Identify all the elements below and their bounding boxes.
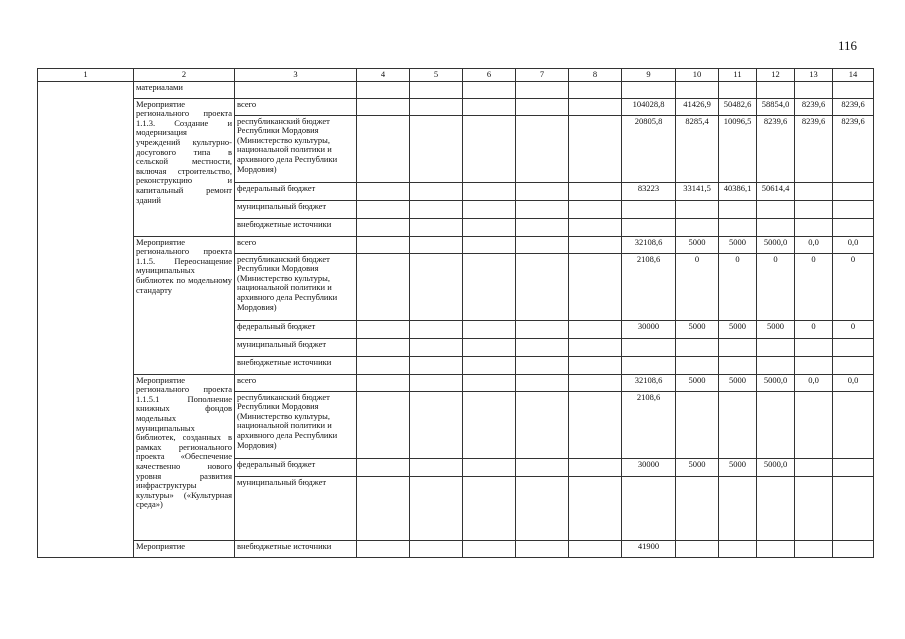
col-header: 7 xyxy=(516,69,569,82)
value-cell xyxy=(463,218,516,236)
value-cell xyxy=(463,115,516,182)
value-cell xyxy=(833,458,874,476)
value-cell xyxy=(622,81,676,98)
value-cell xyxy=(463,236,516,253)
value-cell xyxy=(757,356,795,374)
value-cell xyxy=(833,182,874,200)
value-cell xyxy=(757,338,795,356)
col-header: 13 xyxy=(795,69,833,82)
col-header: 5 xyxy=(410,69,463,82)
table-row xyxy=(38,81,874,98)
value-cell xyxy=(569,200,622,218)
value-cell xyxy=(833,540,874,557)
value-cell xyxy=(795,458,833,476)
value-cell: 8239,6 xyxy=(833,98,874,115)
value-cell: 50482,6 xyxy=(719,98,757,115)
value-cell xyxy=(757,391,795,458)
table-row xyxy=(38,236,874,253)
value-cell xyxy=(569,236,622,253)
value-cell xyxy=(795,540,833,557)
value-cell xyxy=(795,81,833,98)
value-cell xyxy=(357,236,410,253)
col-header: 8 xyxy=(569,69,622,82)
value-cell: 30000 xyxy=(622,320,676,338)
value-cell: 33141,5 xyxy=(676,182,719,200)
value-cell xyxy=(516,200,569,218)
value-cell xyxy=(410,540,463,557)
value-cell xyxy=(795,356,833,374)
funding-source: муниципальный бюджет xyxy=(235,476,357,540)
value-cell xyxy=(676,356,719,374)
value-cell xyxy=(357,338,410,356)
col-header: 11 xyxy=(719,69,757,82)
table-row xyxy=(38,98,874,115)
value-cell xyxy=(569,540,622,557)
value-cell: 0,0 xyxy=(795,236,833,253)
value-cell xyxy=(516,374,569,391)
value-cell xyxy=(833,218,874,236)
value-cell xyxy=(516,391,569,458)
value-cell xyxy=(463,81,516,98)
value-cell xyxy=(410,356,463,374)
value-cell: 8285,4 xyxy=(676,115,719,182)
value-cell: 32108,6 xyxy=(622,236,676,253)
value-cell: 5000 xyxy=(676,458,719,476)
value-cell xyxy=(757,540,795,557)
value-cell: 5000,0 xyxy=(757,458,795,476)
value-cell xyxy=(622,356,676,374)
value-cell xyxy=(463,540,516,557)
value-cell xyxy=(516,218,569,236)
value-cell xyxy=(357,253,410,320)
event-name: Мероприятие регионального проекта 1.1.5. Переоснащение муниципальных библиотек по модельному стандарту xyxy=(134,236,235,374)
value-cell xyxy=(357,391,410,458)
event-name: Мероприятие xyxy=(134,540,235,557)
value-cell: 0 xyxy=(795,253,833,320)
value-cell: 0,0 xyxy=(795,374,833,391)
value-cell xyxy=(516,81,569,98)
col-header: 10 xyxy=(676,69,719,82)
value-cell xyxy=(410,374,463,391)
funding-source: республиканский бюджет Республики Мордовия (Министерство культуры, национальной политики и архивного дела Республики Мордовия) xyxy=(235,391,357,458)
value-cell: 0 xyxy=(676,253,719,320)
value-cell xyxy=(569,182,622,200)
value-cell xyxy=(410,81,463,98)
value-cell: 32108,6 xyxy=(622,374,676,391)
value-cell: 8239,6 xyxy=(833,115,874,182)
funding-source: федеральный бюджет xyxy=(235,320,357,338)
value-cell: 5000,0 xyxy=(757,236,795,253)
funding-source: федеральный бюджет xyxy=(235,458,357,476)
budget-table xyxy=(37,68,874,558)
value-cell: 0 xyxy=(833,320,874,338)
value-cell xyxy=(463,182,516,200)
value-cell xyxy=(357,374,410,391)
value-cell xyxy=(357,458,410,476)
funding-source: федеральный бюджет xyxy=(235,182,357,200)
value-cell xyxy=(463,476,516,540)
value-cell xyxy=(833,81,874,98)
value-cell xyxy=(357,476,410,540)
column-number-row xyxy=(38,69,874,82)
value-cell xyxy=(516,476,569,540)
value-cell xyxy=(676,391,719,458)
value-cell xyxy=(463,200,516,218)
value-cell xyxy=(833,391,874,458)
value-cell xyxy=(463,391,516,458)
value-cell xyxy=(622,338,676,356)
value-cell xyxy=(357,356,410,374)
value-cell: 5000 xyxy=(719,320,757,338)
funding-source: муниципальный бюджет xyxy=(235,338,357,356)
value-cell: 83223 xyxy=(622,182,676,200)
value-cell xyxy=(833,356,874,374)
funding-source: муниципальный бюджет xyxy=(235,200,357,218)
value-cell xyxy=(719,338,757,356)
value-cell xyxy=(569,253,622,320)
value-cell xyxy=(357,218,410,236)
value-cell xyxy=(516,458,569,476)
value-cell xyxy=(463,320,516,338)
value-cell xyxy=(569,476,622,540)
value-cell xyxy=(795,218,833,236)
value-cell xyxy=(463,338,516,356)
value-cell xyxy=(463,98,516,115)
value-cell: 58854,0 xyxy=(757,98,795,115)
value-cell xyxy=(357,200,410,218)
value-cell xyxy=(516,236,569,253)
value-cell: 5000 xyxy=(719,236,757,253)
value-cell xyxy=(569,115,622,182)
value-cell xyxy=(357,98,410,115)
funding-source: внебюджетные источники xyxy=(235,356,357,374)
value-cell: 5000 xyxy=(676,236,719,253)
col-header: 9 xyxy=(622,69,676,82)
value-cell xyxy=(569,391,622,458)
value-cell: 5000 xyxy=(719,374,757,391)
value-cell xyxy=(410,320,463,338)
value-cell xyxy=(569,374,622,391)
value-cell: 5000 xyxy=(676,320,719,338)
value-cell xyxy=(410,391,463,458)
value-cell xyxy=(676,476,719,540)
funding-source: внебюджетные источники xyxy=(235,218,357,236)
value-cell xyxy=(569,218,622,236)
value-cell: 0 xyxy=(757,253,795,320)
value-cell xyxy=(516,115,569,182)
value-cell xyxy=(676,81,719,98)
value-cell: 5000 xyxy=(719,458,757,476)
value-cell: 40386,1 xyxy=(719,182,757,200)
value-cell: 104028,8 xyxy=(622,98,676,115)
value-cell xyxy=(833,476,874,540)
value-cell xyxy=(622,218,676,236)
value-cell xyxy=(676,200,719,218)
value-cell xyxy=(719,200,757,218)
value-cell xyxy=(795,338,833,356)
funding-source: республиканский бюджет Республики Мордовия (Министерство культуры, национальной политики и архивного дела Республики Мордовия) xyxy=(235,115,357,182)
value-cell xyxy=(410,458,463,476)
value-cell xyxy=(516,540,569,557)
value-cell: 2108,6 xyxy=(622,391,676,458)
value-cell xyxy=(795,182,833,200)
value-cell xyxy=(516,338,569,356)
value-cell xyxy=(357,540,410,557)
value-cell xyxy=(569,81,622,98)
value-cell: 20805,8 xyxy=(622,115,676,182)
col-header: 1 xyxy=(38,69,134,82)
value-cell xyxy=(719,218,757,236)
value-cell: 41900 xyxy=(622,540,676,557)
value-cell: 8239,6 xyxy=(795,115,833,182)
value-cell xyxy=(622,476,676,540)
value-cell: 5000 xyxy=(676,374,719,391)
value-cell xyxy=(357,81,410,98)
value-cell xyxy=(463,356,516,374)
value-cell: 5000 xyxy=(757,320,795,338)
value-cell xyxy=(516,98,569,115)
value-cell xyxy=(719,540,757,557)
value-cell xyxy=(410,115,463,182)
value-cell xyxy=(757,81,795,98)
value-cell xyxy=(569,338,622,356)
value-cell xyxy=(719,391,757,458)
funding-source: всего xyxy=(235,236,357,253)
value-cell xyxy=(357,115,410,182)
event-name: Мероприятие регионального проекта 1.1.5.1 Пополнение книжных фондов модельных муниципальных библиотек, созданных в рамках регионального проекта «Обеспечение качественно нового уровня развития инфраструктуры культуры» («Культурная среда») xyxy=(134,374,235,540)
value-cell xyxy=(463,253,516,320)
value-cell: 30000 xyxy=(622,458,676,476)
value-cell xyxy=(757,200,795,218)
value-cell xyxy=(676,540,719,557)
value-cell xyxy=(676,338,719,356)
value-cell: 8239,6 xyxy=(757,115,795,182)
value-cell xyxy=(410,200,463,218)
value-cell: 0 xyxy=(719,253,757,320)
value-cell: 5000,0 xyxy=(757,374,795,391)
value-cell: 0 xyxy=(795,320,833,338)
value-cell xyxy=(622,200,676,218)
col-header: 6 xyxy=(463,69,516,82)
col-header: 14 xyxy=(833,69,874,82)
value-cell xyxy=(569,356,622,374)
table-row xyxy=(38,540,874,557)
value-cell xyxy=(676,218,719,236)
value-cell xyxy=(569,98,622,115)
value-cell xyxy=(569,320,622,338)
value-cell xyxy=(463,458,516,476)
value-cell xyxy=(410,218,463,236)
page-number: 116 xyxy=(838,38,858,53)
value-cell xyxy=(795,391,833,458)
funding-source: республиканский бюджет Республики Мордовия (Министерство культуры, национальной политики и архивного дела Республики Мордовия) xyxy=(235,253,357,320)
value-cell xyxy=(719,476,757,540)
value-cell: 41426,9 xyxy=(676,98,719,115)
value-cell: 0,0 xyxy=(833,236,874,253)
funding-source: всего xyxy=(235,98,357,115)
value-cell xyxy=(757,218,795,236)
value-cell: 10096,5 xyxy=(719,115,757,182)
value-cell xyxy=(516,182,569,200)
value-cell xyxy=(235,81,357,98)
value-cell xyxy=(357,320,410,338)
funding-source: всего xyxy=(235,374,357,391)
value-cell: 0 xyxy=(833,253,874,320)
value-cell xyxy=(463,374,516,391)
row-col1-merged xyxy=(38,81,134,557)
value-cell: 2108,6 xyxy=(622,253,676,320)
event-name: Мероприятие регионального проекта 1.1.3. Создание и модернизация учреждений культурно-досугового типа в сельской местности, включая строительство, реконструкцию и капитальный ремонт зданий xyxy=(134,98,235,236)
value-cell xyxy=(516,320,569,338)
value-cell: 0,0 xyxy=(833,374,874,391)
value-cell xyxy=(569,458,622,476)
value-cell xyxy=(833,200,874,218)
col-header: 12 xyxy=(757,69,795,82)
value-cell xyxy=(410,236,463,253)
event-name-fragment: материалами xyxy=(134,81,235,98)
funding-source: внебюджетные источники xyxy=(235,540,357,557)
table-row xyxy=(38,374,874,391)
value-cell xyxy=(410,476,463,540)
col-header: 2 xyxy=(134,69,235,82)
value-cell xyxy=(516,253,569,320)
value-cell xyxy=(757,476,795,540)
value-cell xyxy=(357,182,410,200)
value-cell xyxy=(719,81,757,98)
value-cell xyxy=(719,356,757,374)
value-cell xyxy=(410,182,463,200)
value-cell: 8239,6 xyxy=(795,98,833,115)
value-cell xyxy=(410,253,463,320)
value-cell xyxy=(410,338,463,356)
col-header: 3 xyxy=(235,69,357,82)
col-header: 4 xyxy=(357,69,410,82)
value-cell xyxy=(516,356,569,374)
value-cell xyxy=(795,200,833,218)
value-cell xyxy=(410,98,463,115)
value-cell xyxy=(833,338,874,356)
value-cell xyxy=(795,476,833,540)
value-cell: 50614,4 xyxy=(757,182,795,200)
